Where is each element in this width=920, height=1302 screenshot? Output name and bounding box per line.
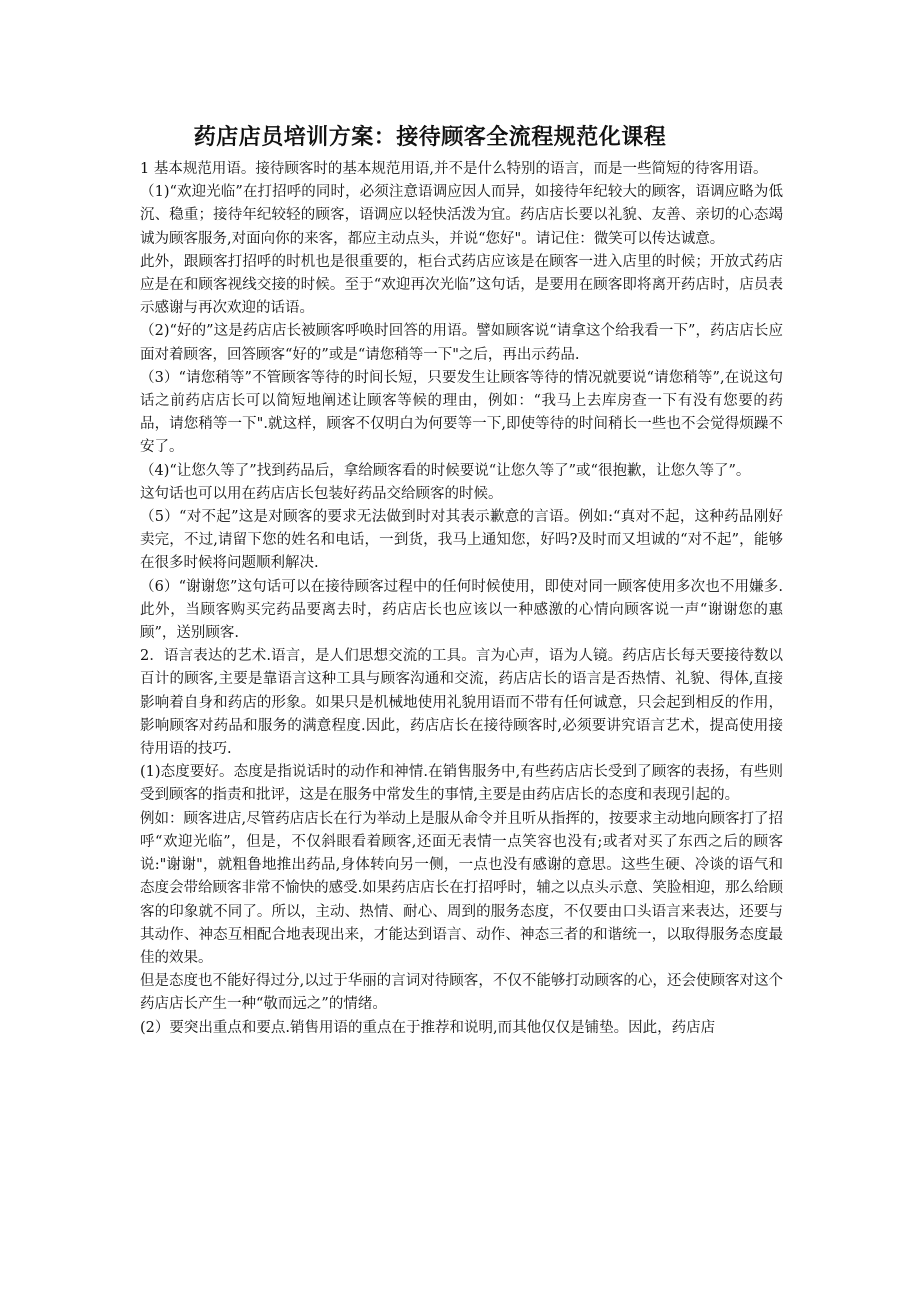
paragraph-not-excessive: 但是态度也不能好得过分,以过于华丽的言词对待顾客，不仅不能够打动顾客的心，还会使顾客对这个药店店长产生一种“敬而远之”的情绪。 (140, 973, 783, 1013)
paragraph-attitude: (1)态度要好。态度是指说话时的动作和神情.在销售服务中,有些药店店长受到了顾客的表扬，有些则受到顾客的指责和批评，这是在服务中常发生的事情,主要是由药店店长的态度和表现引起的。 (140, 764, 783, 804)
document-body (140, 158, 783, 1040)
paragraph-basic-terms: 1 基本规范用语。接待顾客时的基本规范用语,并不是什么特别的语言，而是一些简短的待客用语。 (140, 161, 768, 177)
document-title: 药店店员培训方案：接待顾客全流程规范化课程 (193, 124, 667, 150)
paragraph-ok: （2)“好的”这是药店店长被顾客呼唤时回答的用语。譬如顾客说“请拿这个给我看一下”，药店店长应面对着顾客，回答顾客“好的”或是“请您稍等一下"之后，再出示药品. (140, 323, 783, 363)
paragraph-sorry-to-keep-waiting: （4)“让您久等了”找到药品后，拿给顾客看的时候要说“让您久等了”或“很抱歉，让您久等了”。 (140, 462, 751, 479)
paragraph-apology: （5）“对不起”这是对顾客的要求无法做到时对其表示歉意的言语。例如:“真对不起，这种药品刚好卖完，不过,请留下您的姓名和电话，一到货，我马上通知您，好吗?及时而又坦诚的“对不起”，能够在很多时候将问题顺利解决. (140, 509, 783, 572)
paragraph-please-wait: （3）“请您稍等”不管顾客等待的时间长短，只要发生让顾客等待的情况就要说“请您稍等”,在说这句话之前药店店长可以简短地阐述让顾客等候的理由，例如：“我马上去库房查一下有没有您要的药品，请您稍等一下".就这样，顾客不仅明白为何要等一下,即使等待的时间稍长一些也不会觉得烦躁不安了。 (140, 369, 783, 456)
paragraph-thank-you: （6）“谢谢您”这句话可以在接待顾客过程中的任何时候使用，即使对同一顾客使用多次也不用嫌多.此外，当顾客购买完药品要离去时，药店店长也应该以一种感激的心情向顾客说一声“谢谢您的惠顾”，送别顾客. (140, 578, 784, 642)
paragraph-packaging-note: 这句话也可以用在药店店长包装好药品交给顾客的时候。 (140, 485, 503, 502)
paragraph-greeting-timing: 此外，跟顾客打招呼的时机也是很重要的，柜台式药店应该是在顾客一进入店里的时候；开放式药店应是在和顾客视线交接的时候。至于“欢迎再次光临”这句话，是要用在顾客即将离开药店时，店员表示感谢与再次欢迎的话语。 (140, 253, 783, 317)
paragraph-welcome: （1)“欢迎光临”在打招呼的同时，必须注意语调应因人而异，如接待年纪较大的顾客，语调应略为低沉、稳重；接待年纪较轻的顾客，语调应以轻快活泼为宜。药店店长要以礼貌、友善、亲切的心态竭诚为顾客服务,对面向你的来客，都应主动点头，并说“您好"。请记住：微笑可以传达诚意。 (140, 184, 783, 247)
paragraph-language-art: 2．语言表达的艺术.语言，是人们思想交流的工具。言为心声，语为人镜。药店店长每天要接待数以百计的顾客,主要是靠语言这种工具与顾客沟通和交流，药店店长的语言是否热情、礼貌、得体,直接影响着自身和药店的形象。如果只是机械地使用礼貌用语而不带有任何诚意，只会起到相反的作用，影响顾客对药品和服务的满意程度.因此，药店店长在接待顾客时,必须要讲究语言艺术，提高使用接待用语的技巧. (140, 648, 783, 758)
paragraph-example: 例如：顾客进店,尽管药店店长在行为举动上是服从命令并且听从指挥的，按要求主动地向顾客打了招呼“欢迎光临”，但是，不仅斜眼看着顾客,还面无表情一点笑容也没有;或者对买了东西之后的顾客说:"谢谢"，就粗鲁地推出药品,身体转向另一侧，一点也没有感谢的意思。这些生硬、冷谈的语气和态度会带给顾客非常不愉快的感受.如果药店店长在打招呼时，辅之以点头示意、笑脸相迎，那么给顾客的印象就不同了。所以，主动、热情、耐心、周到的服务态度，不仅要由口头语言来表达，还要与其动作、神态互相配合地表现出来，才能达到语言、动作、神态三者的和谐统一，以取得服务态度最佳的效果。 (140, 810, 783, 966)
paragraph-key-points: (2）要突出重点和要点.销售用语的重点在于推荐和说明,而其他仅仅是铺垫。因此，药店店 (140, 1019, 716, 1036)
